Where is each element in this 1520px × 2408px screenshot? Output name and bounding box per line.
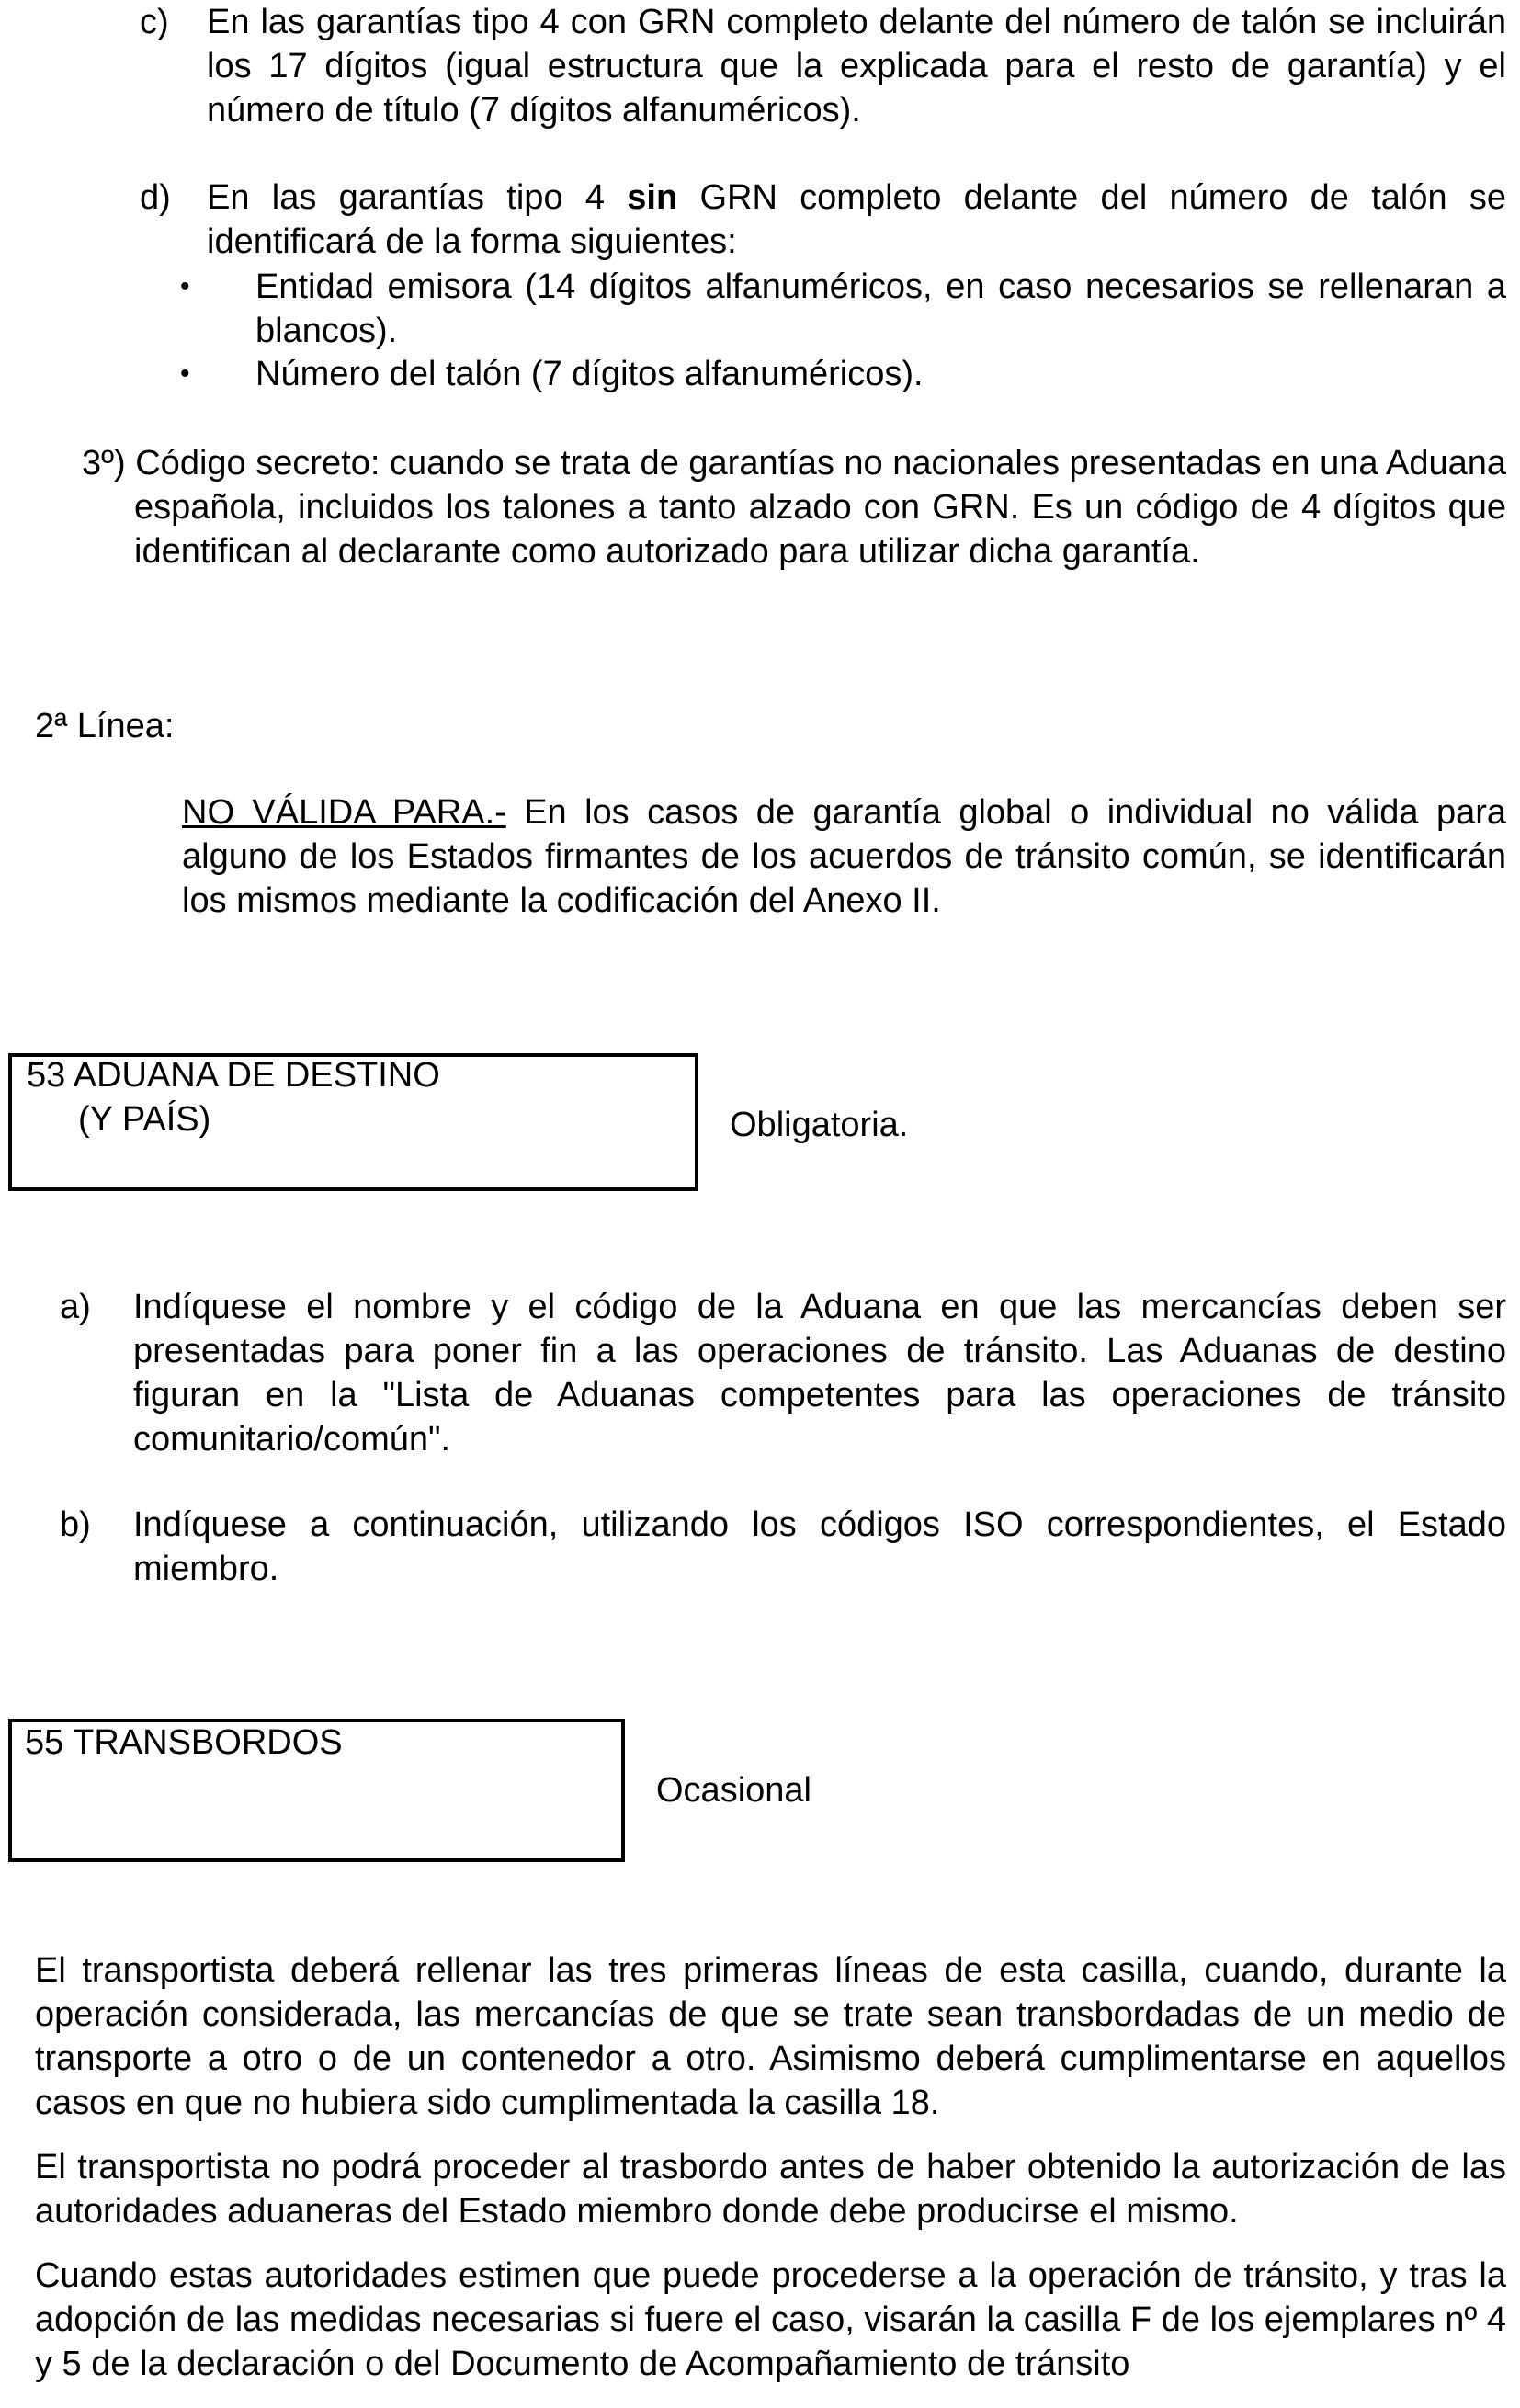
item-d-text: En las garantías tipo 4 sin GRN completo delante del número de talón se identificará de la forma siguientes: <box>207 178 1507 261</box>
box-55-transbordos <box>8 1719 625 1862</box>
bullet-item: Entidad emisora (14 dígitos alfanuméricos, en caso necesarios se rellenaran a blancos). <box>255 267 1506 350</box>
box-53-aduana-destino <box>8 1053 698 1191</box>
box-53-subtitle: (Y PAÍS) <box>78 1100 211 1139</box>
bullet-dot: • <box>180 271 190 301</box>
paragraph: Cuando estas autoridades estimen que puede procederse a la operación de tránsito, y tras la adopción de las medidas necesarias si fuere el caso, visarán la casilla F de los ejemplares nº 4 y 5 de la declaración o del Documento de Acompañamiento de tránsito <box>35 2256 1506 2383</box>
item-b-label: b) <box>60 1505 91 1544</box>
box-55-status: Ocasional <box>656 1771 811 1810</box>
item-c-text: En las garantías tipo 4 con GRN completo delante del número de talón se incluirán los 17 dígitos (igual estructura que la explicada para el resto de garantía) y el número de título (7 dígitos alfanuméricos). <box>207 3 1506 130</box>
bullet-dot: • <box>180 358 190 389</box>
line2-heading: 2ª Línea: <box>35 707 175 745</box>
box-53-status: Obligatoria. <box>730 1106 909 1144</box>
bullet-item: Número del talón (7 dígitos alfanuméricos). <box>255 355 924 393</box>
paragraph: El transportista deberá rellenar las tres primeras líneas de esta casilla, cuando, durante la operación considerada, las mercancías de que se trate sean transbordadas de un medio de transporte a otro o de un contenedor a otro. Asimismo deberá cumplimentarse en aquellos casos en que no hubiera sido cumplimentada la casilla 18. <box>35 1951 1506 2122</box>
item-a-label: a) <box>60 1288 91 1326</box>
paragraph: El transportista no podrá proceder al trasbordo antes de haber obtenido la autorización de las autoridades aduaneras del Estado miembro donde debe producirse el mismo. <box>35 2148 1506 2231</box>
box-53-title: 53 ADUANA DE DESTINO <box>27 1056 440 1095</box>
line2-underlined-term: NO VÁLIDA PARA.- <box>182 793 506 832</box>
item-b-text: Indíquese a continuación, utilizando los códigos ISO correspondientes, el Estado miembro. <box>133 1505 1506 1588</box>
box-55-title: 55 TRANSBORDOS <box>25 1723 343 1762</box>
item-c-label: c) <box>140 3 169 41</box>
line2-paragraph: NO VÁLIDA PARA.- En los casos de garantía global o individual no válida para alguno de los Estados firmantes de los acuerdos de tránsito común, se identificarán los mismos mediante la codificación del Anexo II. <box>182 793 1506 920</box>
item-a-text: Indíquese el nombre y el código de la Aduana en que las mercancías deben ser presentadas para poner fin a las operaciones de tránsito. Las Aduanas de destino figuran en la "Lista de Aduanas competentes para las operaciones de tránsito comunitario/común". <box>133 1288 1506 1459</box>
item-d-label: d) <box>140 178 171 217</box>
item-d-bold-word: sin <box>627 178 678 217</box>
point-3-paragraph: 3º) Código secreto: cuando se trata de garantías no nacionales presentadas en una Aduana española, incluidos los talones a tanto alzado con GRN. Es un código de 4 dígitos que identifican al declarante como autorizado para utilizar dicha garantía. <box>82 444 1506 571</box>
